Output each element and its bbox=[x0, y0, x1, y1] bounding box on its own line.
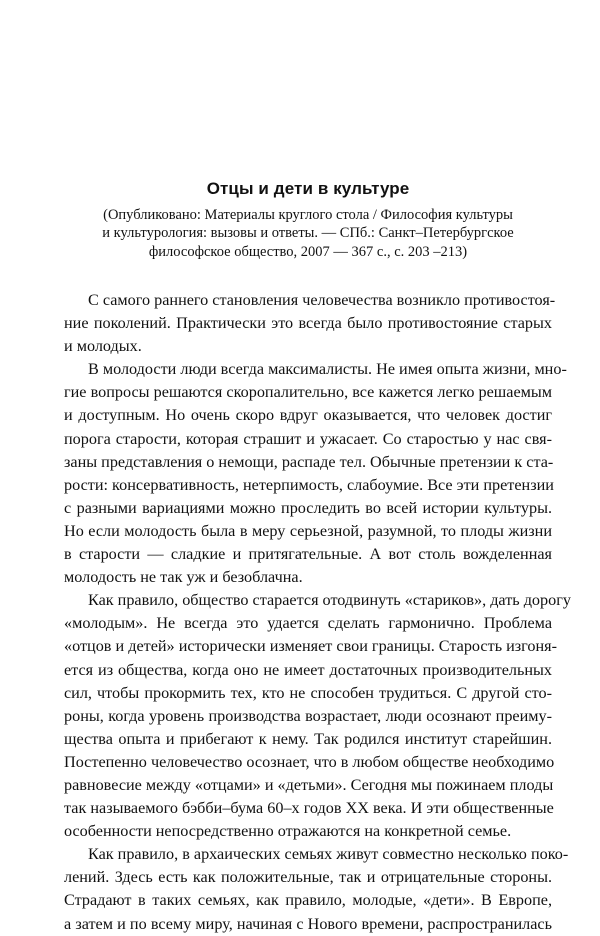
paragraph bbox=[64, 843, 569, 935]
text-line: так называемого бэбби–бума 60–х годов XX века. И эти общественные bbox=[64, 799, 554, 818]
document-page bbox=[64, 0, 571, 933]
text-line: равновесие между «отцами» и «детьми». Сегодня мы пожинаем плоды bbox=[64, 775, 554, 794]
page-title: Отцы и дети в культуре bbox=[206, 179, 410, 198]
text-line: щества опыта и прибегают к нему. Так родился институт старейшин. bbox=[64, 729, 552, 748]
text-line: «молодым». Не всегда это удается сделать гармонично. Проблема bbox=[64, 614, 552, 633]
publication-note bbox=[64, 206, 552, 261]
text-line: особенности непосредственно отражаются на конкретной семье. bbox=[64, 822, 512, 841]
text-line: сил, чтобы прокормить тех, кто не способен трудиться. С другой сто- bbox=[64, 683, 552, 702]
text-line: «отцов и детей» исторически изменяет свои границы. Старость изгоня- bbox=[64, 637, 558, 656]
paragraph bbox=[64, 358, 567, 589]
text-line: а затем и по всему миру, начиная с Нового времени, распространилась bbox=[64, 914, 552, 933]
text-line: в старости — сладкие и притягательные. А вот столь вожделенная bbox=[64, 545, 552, 564]
text-line: Но если молодость была в меру серьезной, разумной, то плоды жизни bbox=[64, 521, 552, 540]
publication-line: (Опубликовано: Материалы круглого стола / Философия культуры bbox=[103, 207, 513, 223]
publication-line: и культурология: вызовы и ответы. — СПб.: Санкт–Петербургское bbox=[102, 225, 514, 242]
text-line: гие вопросы решаются скоропалительно, все кажется легко решаемым bbox=[64, 383, 552, 402]
text-line: роны, когда уровень производства возрастает, люди осознают преиму- bbox=[64, 706, 552, 725]
publication-line: философское общество, 2007 — 367 с., с. 203 –213) bbox=[148, 243, 468, 260]
text-line: и доступным. Но очень скоро вдруг оказывается, что человек достиг bbox=[64, 406, 552, 425]
body-text bbox=[64, 289, 571, 936]
text-line: Постепенно человечество осознает, что в любом обществе необходимо bbox=[64, 752, 555, 771]
text-line: порога старости, которая страшит и ужасает. Со старостью у нас свя- bbox=[64, 429, 552, 448]
paragraph bbox=[64, 289, 556, 358]
text-line: рости: консервативность, нетерпимость, слабоумие. Все эти претензии bbox=[64, 475, 554, 494]
text-line: Как правило, в архаических семьях живут совместно несколько поко- bbox=[88, 845, 569, 864]
paragraph bbox=[64, 589, 571, 843]
text-line: С самого раннего становления человечества возникло противостоя- bbox=[88, 291, 556, 309]
text-line: заны представления о немощи, распаде тел. Обычные претензии к ста- bbox=[64, 452, 554, 471]
text-line: молодость не так уж и безоблачна. bbox=[64, 568, 303, 587]
text-line: ние поколений. Практически это всегда было противостояние старых bbox=[64, 314, 552, 333]
text-line: Как правило, общество старается отодвинуть «стариков», дать дорогу bbox=[88, 591, 571, 610]
text-line: В молодости люди всегда максималисты. Не имея опыта жизни, мно- bbox=[88, 360, 567, 379]
text-line: с разными вариациями можно проследить во всей истории культуры. bbox=[64, 498, 552, 517]
text-line: и молодых. bbox=[64, 337, 142, 356]
text-line: ется из общества, когда оно не имеет достаточных производительных bbox=[64, 660, 552, 679]
text-line: лений. Здесь есть как положительные, так и отрицательные стороны. bbox=[64, 868, 552, 887]
text-line: Страдают в таких семьях, как правило, молодые, «дети». В Европе, bbox=[64, 891, 552, 910]
